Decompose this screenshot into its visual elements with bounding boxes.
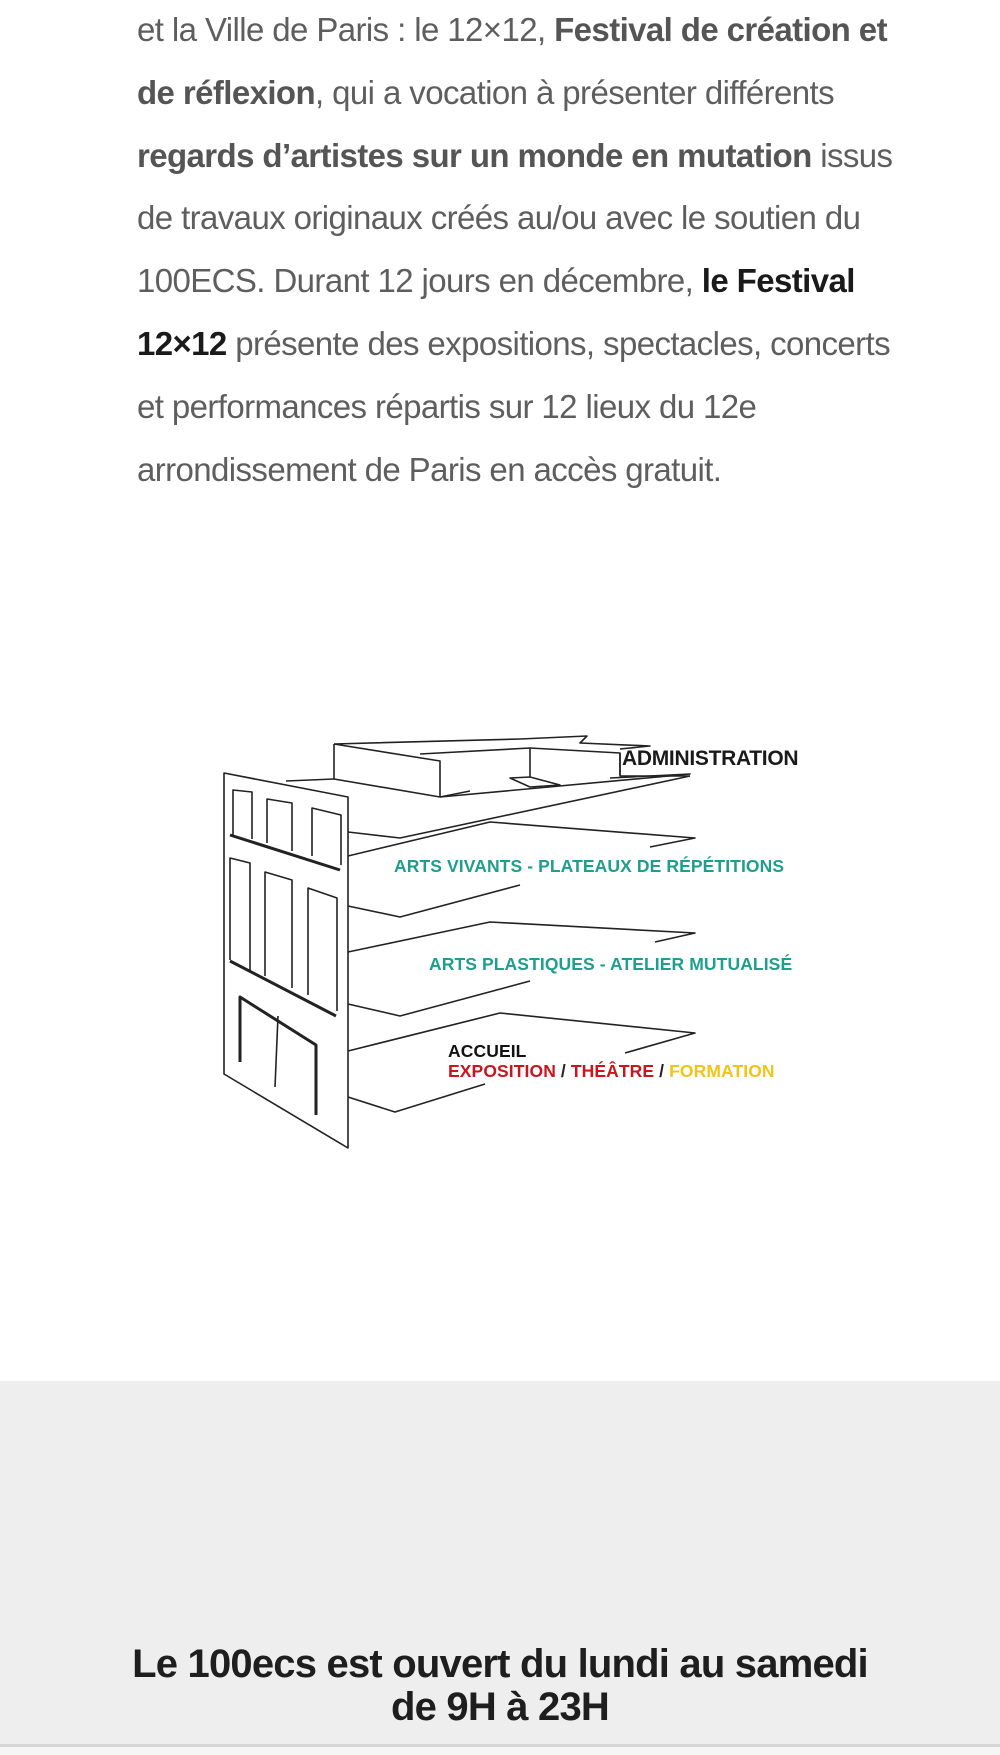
- building-diagram: [0, 720, 1000, 1160]
- opening-hours-line1: Le 100ecs est ouvert du lundi au samedi: [132, 1642, 868, 1686]
- floor-label-administration: ADMINISTRATION: [622, 747, 799, 770]
- building-drawing-icon: [0, 720, 1000, 1160]
- text-segment: et la Ville de Paris : le 12×12,: [137, 11, 555, 48]
- separator: /: [654, 1061, 670, 1081]
- text-bold-festival: Festival de création et de réflexion: [137, 11, 887, 111]
- article-text: [137, 0, 917, 501]
- text-bold-festival-12x12: le Festival 12×12: [137, 262, 855, 362]
- activity-formation: FORMATION: [669, 1061, 775, 1081]
- opening-hours-heading: [0, 1643, 1000, 1729]
- text-bold-regards: regards d’artistes sur un monde en mutation: [137, 136, 812, 174]
- floor-label-arts-plastiques: ARTS PLASTIQUES - ATELIER MUTUALISÉ: [429, 954, 793, 974]
- separator: /: [555, 1061, 571, 1081]
- activity-exposition: EXPOSITION: [448, 1061, 556, 1081]
- page-bottom-edge: [0, 1747, 1000, 1755]
- festival-paragraph: [137, 0, 917, 501]
- floor-label-arts-vivants: ARTS VIVANTS - PLATEAUX DE RÉPÉTITIONS: [394, 856, 785, 876]
- text-segment: issus de travaux originaux créés au/ou avec le soutien du 100ECS. Durant 12 jours en décembre,: [137, 136, 893, 300]
- activity-theatre: THÉÂTRE: [570, 1061, 655, 1081]
- opening-hours-section: [0, 1381, 1000, 1747]
- text-segment: présente des expositions, spectacles, concerts et performances répartis sur 12 lieux du 12e arrondissement de Paris en accès gratuit.: [137, 324, 891, 488]
- opening-hours-line2: de 9H à 23H: [391, 1685, 609, 1729]
- floor-label-accueil: ACCUEIL: [448, 1041, 527, 1061]
- floor-label-ground-activities: [448, 1061, 775, 1082]
- text-segment: , qui a vocation à présenter différents: [315, 73, 835, 111]
